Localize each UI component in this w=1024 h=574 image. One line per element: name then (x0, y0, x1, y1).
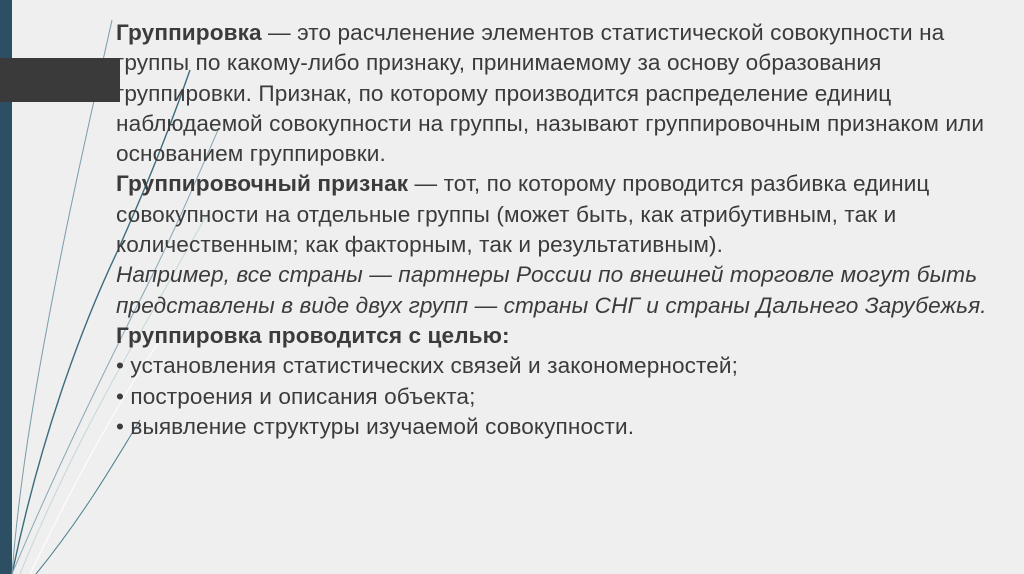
definition-text-grouping-feature: — тот, по которому проводится разбивка единиц совокупности на отдельные группы (может быть, как атрибутивным, так и количественным; как факторным, так и результативным). (116, 171, 930, 258)
term-grouping-feature: Группировочный признак (116, 171, 409, 197)
definition-text-grouping: — это расчленение элементов статистической совокупности на группы по какому-либо признаку, принимаемому за основу образования группировки. Признак, по которому производится распределение единиц наблюдаемой совокупности на группы, называют группировочным признаком или основанием группировки. (116, 20, 985, 167)
slide-content (116, 18, 1006, 442)
slide-marker-block (0, 58, 120, 102)
definition-paragraph-grouping-feature (116, 169, 1006, 260)
example-paragraph: Например, все страны — партнеры России по внешней торговле могут быть представлены в виде двух групп — страны СНГ и страны Дальнего Зарубежья. (116, 262, 987, 318)
purpose-list (116, 351, 1006, 442)
purpose-bullet-1: • установления статистических связей и закономерностей; (116, 353, 738, 379)
purpose-bullet-2: • построения и описания объекта; (116, 383, 476, 409)
purpose-heading: Группировка проводится с целью: (116, 322, 510, 348)
term-grouping: Группировка (116, 20, 262, 45)
definition-paragraph-grouping (116, 18, 1006, 169)
purpose-bullet-3: • выявление структуры изучаемой совокупности. (116, 413, 635, 439)
